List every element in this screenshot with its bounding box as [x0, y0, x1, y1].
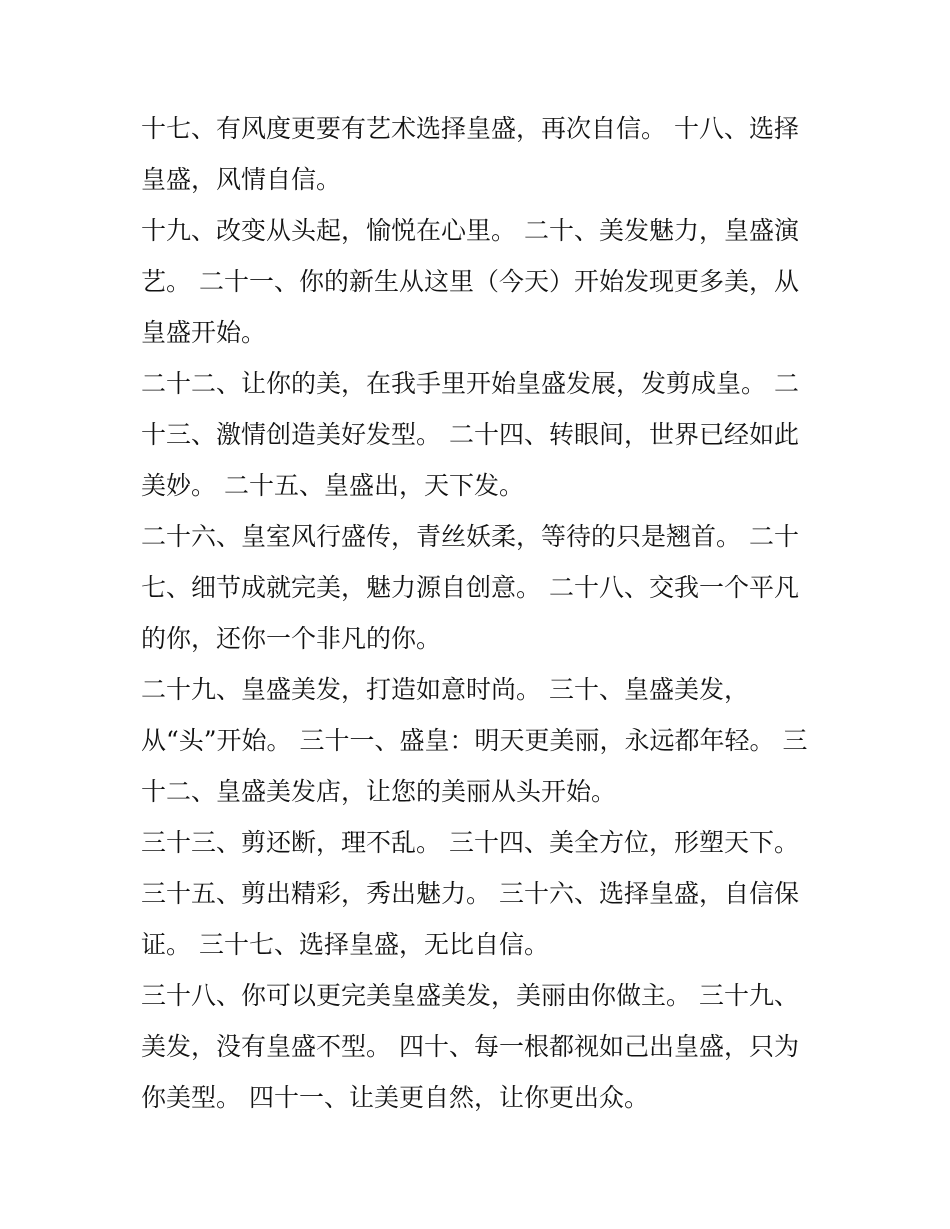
text-line: 二十二、让你的美，在我手里开始皇盛发展，发剪成皇。 二 [141, 369, 799, 398]
paragraph-7 [141, 868, 801, 970]
text-line: 十九、改变从头起，愉悦在心里。 二十、美发魅力，皇盛演 [141, 216, 799, 245]
text-line: 皇盛，风情自信。 [141, 165, 342, 194]
text-line: 二十九、皇盛美发，打造如意时尚。 三十、皇盛美发， [141, 675, 749, 704]
text-line: 艺。 二十一、你的新生从这里（今天）开始发现更多美，从 [141, 267, 799, 296]
text-line: 七、细节成就完美，魅力源自创意。 二十八、交我一个平凡 [141, 573, 799, 602]
paragraph-1 [141, 103, 801, 205]
text-line: 十七、有风度更要有艺术选择皇盛，再次自信。 十八、选择 [141, 114, 799, 143]
text-line: 美发，没有皇盛不型。 四十、每一根都视如己出皇盛，只为 [141, 1032, 799, 1061]
paragraph-5 [141, 664, 808, 817]
text-line: 证。 三十七、选择皇盛，无比自信。 [141, 930, 549, 959]
paragraph-4 [141, 511, 801, 664]
text-line: 十二、皇盛美发店，让您的美丽从头开始。 [141, 777, 617, 806]
text-line: 皇盛开始。 [141, 318, 267, 347]
paragraph-8 [141, 970, 801, 1123]
paragraph-6 [141, 817, 801, 868]
text-line: 二十六、皇室风行盛传，青丝妖柔，等待的只是翘首。 二十 [141, 522, 799, 551]
text-line: 三十八、你可以更完美皇盛美发，美丽由你做主。 三十九、 [141, 981, 799, 1010]
text-line: 三十五、剪出精彩，秀出魅力。 三十六、选择皇盛，自信保 [141, 879, 799, 908]
document-body [141, 103, 808, 1123]
paragraph-2 [141, 205, 801, 358]
text-line: 你美型。 四十一、让美更自然，让你更出众。 [141, 1083, 649, 1112]
text-line: 从“头”开始。 三十一、盛皇：明天更美丽，永远都年轻。 三 [141, 726, 808, 755]
paragraph-3 [141, 358, 801, 511]
text-line: 的你，还你一个非凡的你。 [141, 624, 442, 653]
text-line: 十三、激情创造美好发型。 二十四、转眼间，世界已经如此 [141, 420, 799, 449]
text-line: 三十三、剪还断，理不乱。 三十四、美全方位，形塑天下。 [141, 828, 799, 857]
text-line: 美妙。 二十五、皇盛出，天下发。 [141, 471, 524, 500]
